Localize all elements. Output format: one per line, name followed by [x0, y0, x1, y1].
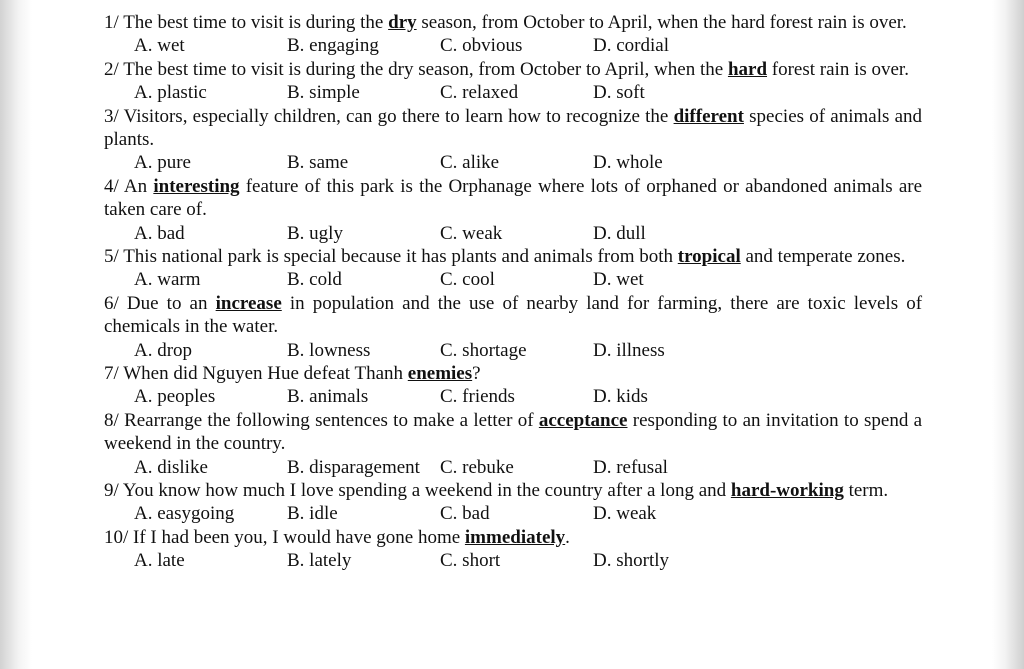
answer-option-b: B. simple	[287, 82, 360, 104]
question-text-before: An	[123, 175, 148, 197]
answer-option-c: C. rebuke	[440, 456, 514, 478]
answer-option-a: A. drop	[134, 339, 193, 361]
question-text-after: ?	[472, 363, 481, 384]
answer-option-b: B. same	[287, 152, 349, 174]
question-stem	[104, 292, 922, 339]
question-stem	[104, 175, 922, 222]
answer-option-d: D. refusal	[593, 456, 668, 478]
question-number: 5/	[104, 246, 119, 267]
question-text-before: If I had been you, I would have gone home	[133, 526, 461, 548]
answer-option-c: C. obvious	[440, 35, 523, 57]
question-text-after: in population and the use of nearby land for farming, there are toxic levels of chemicals in the water.	[104, 292, 923, 338]
question-number: 10/	[104, 526, 129, 548]
underlined-keyword: increase	[215, 292, 282, 314]
question-stem	[104, 409, 922, 456]
answer-option-d: D. weak	[593, 503, 657, 525]
question-6	[104, 292, 922, 362]
answer-option-a: A. late	[134, 550, 185, 572]
question-9	[104, 479, 922, 526]
question-stem	[104, 58, 922, 81]
answer-option-d: D. soft	[593, 82, 645, 104]
underlined-keyword: enemies	[407, 363, 473, 384]
answer-option-d: D. dull	[593, 222, 646, 244]
answer-option-d: D. illness	[593, 339, 665, 361]
question-text-after: and temperate zones.	[745, 246, 906, 267]
question-7	[104, 362, 922, 409]
question-stem	[104, 362, 922, 385]
answer-options	[104, 502, 922, 525]
question-8	[104, 409, 922, 479]
underlined-keyword: interesting	[153, 175, 240, 197]
question-text-after: forest rain is over.	[771, 58, 909, 80]
answer-option-a: A. bad	[134, 222, 185, 244]
answer-option-b: B. idle	[287, 503, 338, 525]
answer-option-b: B. cold	[287, 269, 342, 291]
answer-options	[104, 456, 922, 479]
underlined-keyword: immediately	[464, 526, 566, 548]
answer-option-c: C. friends	[440, 386, 515, 408]
answer-options	[104, 549, 922, 572]
question-5	[104, 245, 922, 292]
answer-option-c: C. shortage	[440, 339, 527, 361]
answer-option-a: A. easygoing	[134, 503, 235, 525]
answer-options	[104, 222, 922, 245]
question-number: 2/	[104, 58, 119, 80]
answer-option-c: C. weak	[440, 222, 503, 244]
answer-options	[104, 385, 922, 408]
underlined-keyword: tropical	[677, 246, 741, 267]
question-stem	[104, 245, 922, 268]
question-number: 7/	[104, 363, 119, 384]
question-text-before: The best time to visit is during the dry season, from October to April, when the	[123, 58, 724, 80]
answer-option-d: D. wet	[593, 269, 644, 291]
answer-option-d: D. whole	[593, 152, 663, 174]
answer-option-b: B. animals	[287, 386, 369, 408]
answer-option-a: A. peoples	[134, 386, 216, 408]
question-number: 3/	[104, 105, 119, 127]
answer-option-b: B. engaging	[287, 35, 379, 57]
question-text-after: responding to an invitation to spend a weekend in the country.	[104, 409, 923, 455]
answer-options	[104, 34, 922, 57]
question-text-before: Due to an	[126, 292, 208, 314]
question-1	[104, 11, 922, 58]
answer-options	[104, 339, 922, 362]
answer-options	[104, 81, 922, 104]
page-left-shadow	[0, 0, 32, 669]
question-text-before: You know how much I love spending a weekend in the country after a long and	[122, 480, 727, 501]
answer-option-d: D. shortly	[593, 550, 669, 572]
answer-option-a: A. dislike	[134, 456, 208, 478]
answer-option-a: A. warm	[134, 269, 201, 291]
answer-options	[104, 151, 922, 174]
question-text-after: term.	[848, 480, 889, 501]
worksheet	[104, 11, 922, 573]
answer-option-b: B. disparagement	[287, 456, 420, 478]
question-10	[104, 526, 922, 573]
answer-option-c: C. short	[440, 550, 501, 572]
question-stem	[104, 479, 922, 502]
underlined-keyword: acceptance	[538, 409, 628, 431]
question-stem	[104, 526, 922, 549]
question-stem	[104, 105, 922, 152]
answer-option-c: C. alike	[440, 152, 500, 174]
answer-option-b: B. ugly	[287, 222, 343, 244]
answer-option-a: A. plastic	[134, 82, 207, 104]
question-4	[104, 175, 922, 245]
answer-option-d: D. cordial	[593, 35, 669, 57]
answer-option-a: A. pure	[134, 152, 191, 174]
question-stem	[104, 11, 922, 34]
underlined-keyword: hard-working	[730, 480, 844, 501]
question-text-before: Visitors, especially children, can go there to learn how to recognize the	[123, 105, 669, 127]
question-text-after: feature of this park is the Orphanage where lots of orphaned or abandoned animals are taken care of.	[104, 175, 923, 221]
answer-options	[104, 268, 922, 291]
answer-option-a: A. wet	[134, 35, 185, 57]
answer-option-d: D. kids	[593, 386, 648, 408]
answer-option-b: B. lowness	[287, 339, 371, 361]
question-text-after: species of animals and plants.	[104, 105, 923, 150]
underlined-keyword: different	[673, 105, 744, 127]
underlined-keyword: dry	[388, 12, 417, 33]
underlined-keyword: hard	[727, 58, 768, 80]
question-number: 4/	[104, 175, 119, 197]
page-right-shadow	[992, 0, 1024, 669]
question-2	[104, 58, 922, 105]
question-3	[104, 105, 922, 175]
question-text-before: Rearrange the following sentences to make a letter of	[124, 409, 534, 431]
question-text-before: The best time to visit is during the	[123, 12, 384, 33]
question-number: 8/	[104, 409, 119, 431]
question-number: 9/	[104, 480, 119, 501]
answer-option-c: C. relaxed	[440, 82, 519, 104]
answer-option-c: C. cool	[440, 269, 495, 291]
answer-option-b: B. lately	[287, 550, 352, 572]
question-text-before: This national park is special because it has plants and animals from both	[123, 246, 674, 267]
question-text-after: season, from October to April, when the hard forest rain is over.	[421, 12, 907, 33]
question-text-after: .	[565, 526, 570, 548]
question-text-before: When did Nguyen Hue defeat Thanh	[123, 363, 404, 384]
answer-option-c: C. bad	[440, 503, 490, 525]
question-number: 6/	[104, 292, 119, 314]
question-number: 1/	[104, 12, 119, 33]
